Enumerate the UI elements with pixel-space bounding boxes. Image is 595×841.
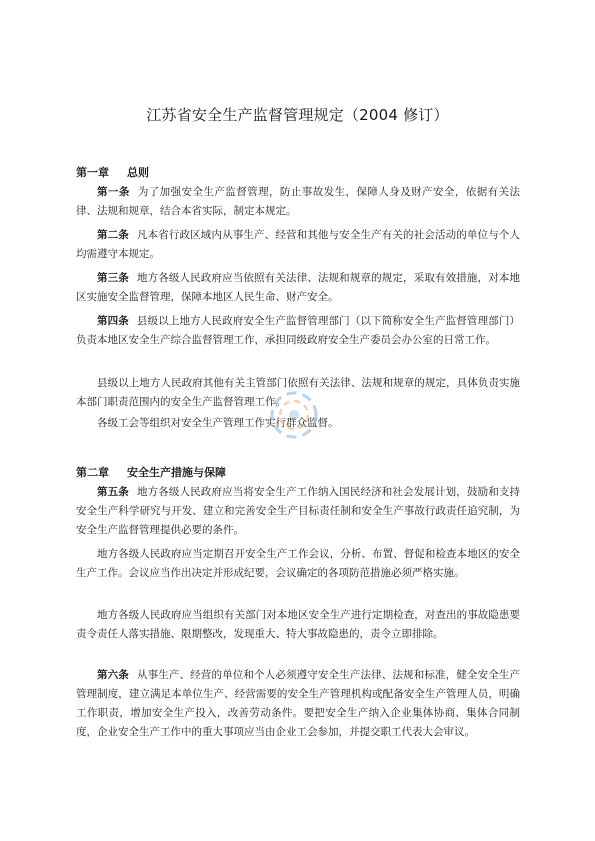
article-5-subparagraph: [76, 545, 520, 583]
article-4-paragraph: [76, 312, 520, 350]
chapter-heading-2: [76, 464, 226, 480]
article-text: 地方各级人民政府应当依照有关法律、法规和规章的规定，采取有效措施，对本地区实施安全监督管理，保障本地区人民生命、财产安全。: [76, 272, 521, 303]
chapter-number: 第二章: [76, 466, 109, 479]
chapter-name: 安全生产措施与保障: [127, 466, 226, 479]
paragraph-text: 地方各级人民政府应当组织有关部门对本地区安全生产进行定期检查，对查出的事故隐患要责令责任人落实措施、限期整改，发现重大、特大事故隐患的，责令立即排除。: [76, 609, 520, 640]
chapter-name: 总则: [127, 166, 149, 179]
chapter-heading-1: [76, 164, 149, 180]
article-label: 第四条: [97, 315, 129, 327]
article-text: 县级以上地方人民政府安全生产监督管理部门（以下简称安全生产监督管理部门）负责本地区安全生产综合监督管理工作，承担同级政府安全生产委员会办公室的日常工作。: [76, 315, 521, 346]
article-label: 第三条: [97, 272, 129, 284]
paragraph-text: 县级以上地方人民政府其他有关主管部门依照有关法律、法规和规章的规定，具体负责实施本部门职责范围内的安全生产监督管理工作。: [76, 377, 520, 408]
paragraph-text: 各级工会等组织对安全生产管理工作实行群众监督。: [97, 417, 339, 429]
article-5-paragraph: [76, 483, 520, 540]
article-3-paragraph: [76, 269, 520, 307]
article-text: 地方各级人民政府应当将安全生产工作纳入国民经济和社会发展计划，鼓励和支持安全生产科学研究与开发、建立和完善安全生产目标责任制和安全生产事故行政责任追究制，为安全生产监督管理提供必要的条件。: [76, 486, 521, 536]
article-label: 第五条: [97, 486, 129, 498]
document-title: 江苏省安全生产监督管理规定（2004 修订）: [146, 106, 449, 124]
article-1-paragraph: [76, 183, 520, 221]
article-text: 为了加强安全生产监督管理，防止事故发生，保障人身及财产安全，依据有关法律、法规和规章，结合本省实际，制定本规定。: [76, 186, 521, 217]
article-text: 凡本省行政区域内从事生产、经营和其他与安全生产有关的社会活动的单位与个人均需遵守本规定。: [76, 229, 521, 260]
article-2-paragraph: [76, 226, 520, 264]
watermark-logo-icon: [264, 385, 324, 445]
article-label: 第二条: [97, 229, 129, 241]
article-text: 从事生产、经营的单位和个人必须遵守安全生产法律、法规和标准，健全安全生产管理制度，建立满足本单位生产、经营需要的安全生产管理机构或配备安全生产管理人员，明确工作职责，增加安全生产投入，改善劳动条件。要把安全生产纳入企业集体协商、集体合同制度，企业安全生产工作中的重大事项应当由企业工会参加，并提交职工代表大会审议。: [76, 669, 521, 738]
article-5-subparagraph: [76, 606, 520, 644]
article-label: 第六条: [97, 669, 129, 681]
chapter-number: 第一章: [76, 166, 109, 179]
article-6-paragraph: [76, 666, 520, 742]
article-label: 第一条: [97, 186, 130, 198]
paragraph-text: 地方各级人民政府应当定期召开安全生产工作会议，分析、布置、督促和检查本地区的安全生产工作。会议应当作出决定并形成纪要，会议确定的各项防范措施必须严格实施。: [76, 548, 520, 579]
